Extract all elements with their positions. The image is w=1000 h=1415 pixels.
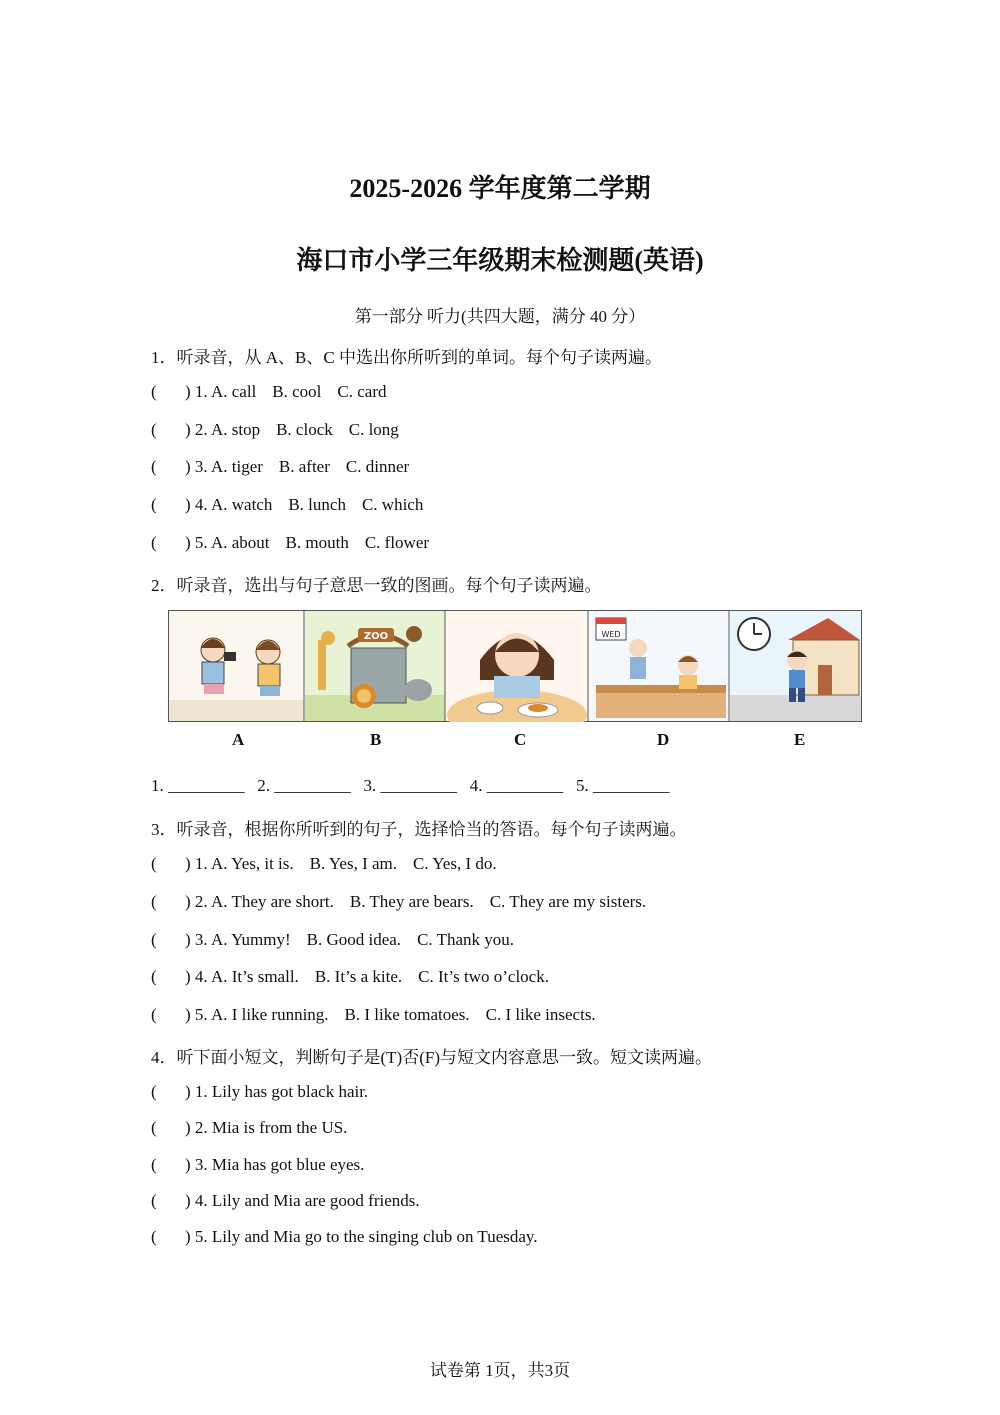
zoo-sign-text: ZOO (363, 631, 389, 642)
s3-question-2 (151, 892, 646, 912)
answer-paren[interactable]: ( (151, 495, 157, 514)
picture-c-girl-eating (446, 611, 588, 722)
picture-a-girls (169, 611, 304, 721)
option-c: C. flower (364, 533, 430, 552)
statement-text: ) 2. Mia is from the US. (185, 1118, 348, 1137)
option-c: C. long (348, 420, 399, 439)
s3-question-3 (151, 930, 514, 950)
exam-title: 2025-2026 学年度第二学期 (349, 174, 651, 203)
s4-statement-5 (151, 1227, 538, 1247)
picture-label-e: E (794, 730, 806, 749)
option-c: C. card (337, 382, 387, 401)
option-b: B. mouth (285, 533, 349, 552)
answer-paren[interactable]: ( (151, 382, 157, 401)
answer-paren[interactable]: ( (151, 1155, 157, 1174)
option-a: ) 3. A. tiger (185, 457, 263, 476)
s4-statement-1 (151, 1082, 368, 1102)
option-b: B. It’s a kite. (314, 967, 403, 986)
picture-strip (168, 610, 862, 722)
s4-statement-2 (151, 1118, 347, 1138)
s3-question-1 (151, 854, 497, 874)
option-b: B. They are bears. (349, 892, 474, 911)
exam-subtitle: 海口市小学三年级期末检测题(英语) (296, 246, 704, 275)
option-b: B. cool (272, 382, 322, 401)
s1-question-4 (151, 495, 423, 515)
answer-paren[interactable]: ( (151, 930, 157, 949)
s4-statement-3 (151, 1155, 364, 1175)
option-b: B. after (278, 457, 330, 476)
answer-paren[interactable]: ( (151, 1191, 157, 1210)
s3-question-4 (151, 967, 549, 987)
option-a: ) 4. A. watch (185, 495, 273, 514)
answer-paren[interactable]: ( (151, 854, 157, 873)
s1-question-3 (151, 457, 409, 477)
option-b: B. I like tomatoes. (344, 1005, 470, 1024)
s3-question-5 (151, 1005, 596, 1025)
option-a: ) 4. A. It’s small. (185, 967, 299, 986)
s1-question-1 (151, 382, 387, 402)
option-b: B. lunch (288, 495, 346, 514)
statement-text: ) 1. Lily has got black hair. (185, 1082, 369, 1101)
option-a: ) 2. A. stop (185, 420, 261, 439)
section-4-instruction: 4．听下面小短文，判断句子是(T)否(F)与短文内容意思一致。短文读两遍。 (151, 1048, 712, 1067)
picture-b-zoo (305, 611, 445, 721)
option-c: C. dinner (345, 457, 410, 476)
answer-blanks[interactable]: 1. _________ 2. _________ 3. _________ 4. _________ 5. _________ (151, 776, 670, 795)
statement-text: ) 5. Lily and Mia go to the singing club on Tuesday. (185, 1227, 538, 1246)
option-c: C. Thank you. (417, 930, 515, 949)
answer-paren[interactable]: ( (151, 1118, 157, 1137)
part-heading: 第一部分 听力(共四大题，满分 40 分） (354, 307, 646, 326)
statement-text: ) 4. Lily and Mia are good friends. (185, 1191, 420, 1210)
option-a: ) 1. A. Yes, it is. (185, 854, 294, 873)
picture-label-c: C (514, 730, 527, 749)
picture-label-a: A (232, 730, 245, 749)
option-c: C. It’s two o’clock. (418, 967, 549, 986)
option-b: B. clock (276, 420, 333, 439)
answer-paren[interactable]: ( (151, 457, 157, 476)
option-a: ) 3. A. Yummy! (185, 930, 291, 949)
picture-e-boy-school (730, 611, 861, 721)
picture-label-d: D (657, 730, 670, 749)
section-3-instruction: 3．听录音，根据你所听到的句子，选择恰当的答语。每个句子读两遍。 (151, 820, 687, 839)
option-b: B. Yes, I am. (309, 854, 398, 873)
section-2-instruction: 2．听录音，选出与句子意思一致的图画。每个句子读两遍。 (151, 576, 602, 595)
section-1-instruction: 1．听录音，从 A、B、C 中选出你所听到的单词。每个句子读两遍。 (151, 348, 662, 367)
picture-d-classroom (589, 611, 729, 721)
answer-paren[interactable]: ( (151, 892, 157, 911)
answer-paren[interactable]: ( (151, 1005, 157, 1024)
option-a: ) 5. A. I like running. (185, 1005, 329, 1024)
option-a: ) 5. A. about (185, 533, 270, 552)
s1-question-5 (151, 533, 429, 553)
picture-label-b: B (370, 730, 382, 749)
option-a: ) 1. A. call (185, 382, 257, 401)
s1-question-2 (151, 420, 399, 440)
option-c: C. They are my sisters. (489, 892, 647, 911)
answer-paren[interactable]: ( (151, 533, 157, 552)
answer-paren[interactable]: ( (151, 420, 157, 439)
option-c: C. I like insects. (485, 1005, 596, 1024)
calendar-text: WED (601, 630, 621, 639)
statement-text: ) 3. Mia has got blue eyes. (185, 1155, 365, 1174)
answer-paren[interactable]: ( (151, 1082, 157, 1101)
page-footer: 试卷第 1页，共3页 (429, 1361, 571, 1380)
option-c: C. which (361, 495, 424, 514)
option-c: C. Yes, I do. (413, 854, 497, 873)
answer-paren[interactable]: ( (151, 967, 157, 986)
answer-paren[interactable]: ( (151, 1227, 157, 1246)
option-b: B. Good idea. (306, 930, 402, 949)
option-a: ) 2. A. They are short. (185, 892, 334, 911)
s4-statement-4 (151, 1191, 420, 1211)
